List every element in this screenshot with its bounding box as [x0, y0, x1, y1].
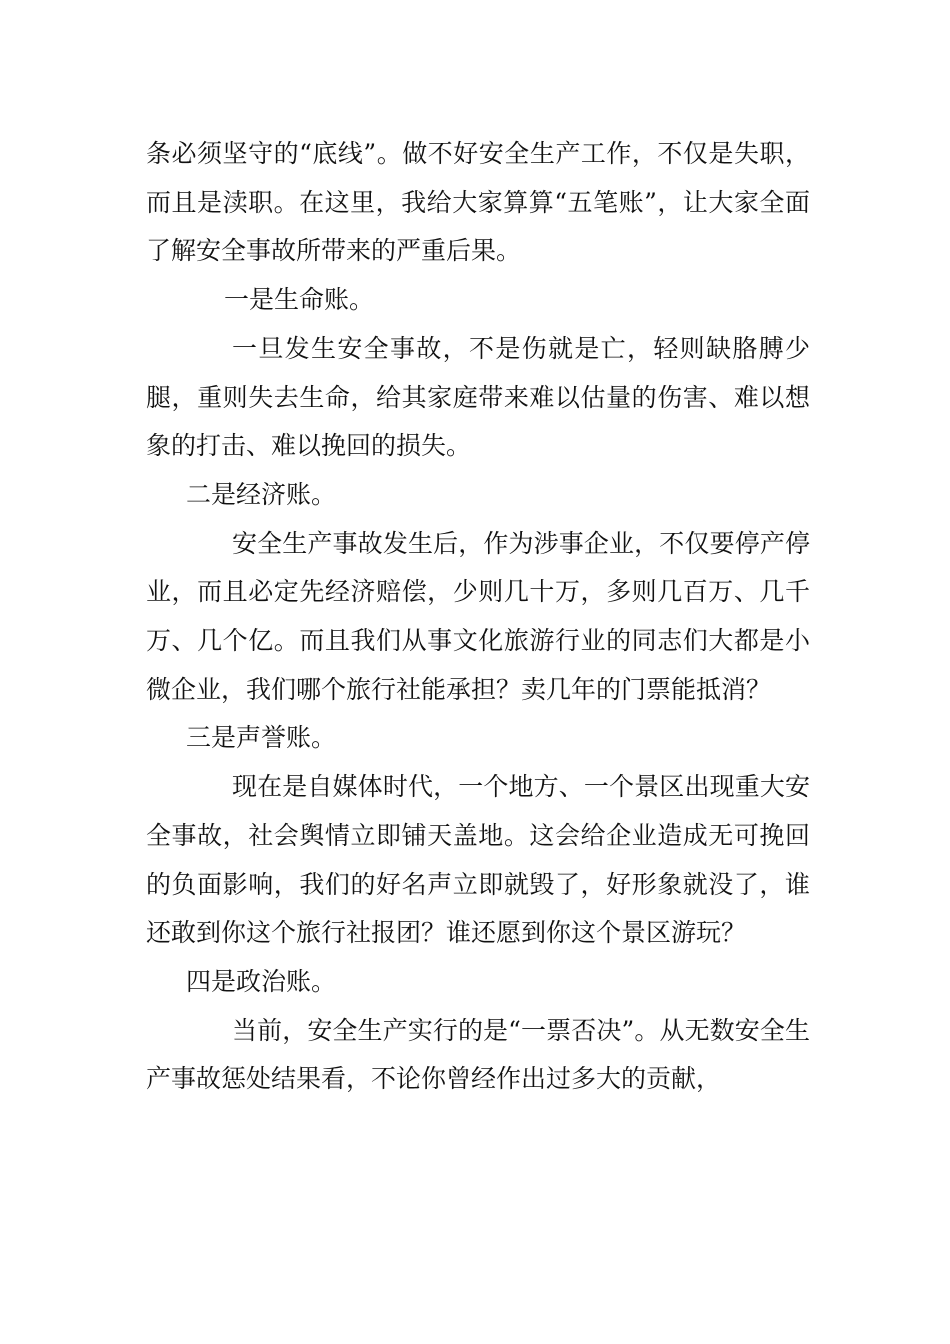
paragraph-reputation-account: 现在是自媒体时代，一个地方、一个景区出现重大安全事故，社会舆情立即铺天盖地。这会给企业造成无可挽回的负面影响，我们的好名声立即就毁了，好形象就没了，谁还敢到你这个旅行社报团？谁还愿到你这个景区游玩？	[146, 772, 810, 948]
heading-reputation-account: 三是声誉账。	[186, 723, 337, 753]
heading-life-account: 一是生命账。	[224, 285, 375, 315]
document-body	[146, 130, 810, 1104]
paragraph-political-account: 当前，安全生产实行的是“一票否决”。从无数安全生产事故惩处结果看，不论你曾经作出过多大的贡献，	[146, 1015, 810, 1094]
heading-political-account: 四是政治账。	[186, 966, 337, 996]
paragraph-economic-account: 安全生产事故发生后，作为涉事企业，不仅要停产停业，而且必定先经济赔偿，少则几十万，多则几百万、几千万、几个亿。而且我们从事文化旅游行业的同志们大都是小微企业，我们哪个旅行社能承担？卖几年的门票能抵消？	[146, 528, 810, 704]
paragraph-life-account: 一旦发生安全事故，不是伤就是亡，轻则缺胳膊少腿，重则失去生命，给其家庭带来难以估量的伤害、难以想象的打击、难以挽回的损失。	[146, 333, 810, 461]
paragraph-intro: 条必须坚守的“底线”。做不好安全生产工作，不仅是失职，而且是渎职。在这里，我给大家算算“五笔账”，让大家全面了解安全事故所带来的严重后果。	[146, 139, 810, 266]
heading-economic-account: 二是经济账。	[186, 479, 337, 509]
